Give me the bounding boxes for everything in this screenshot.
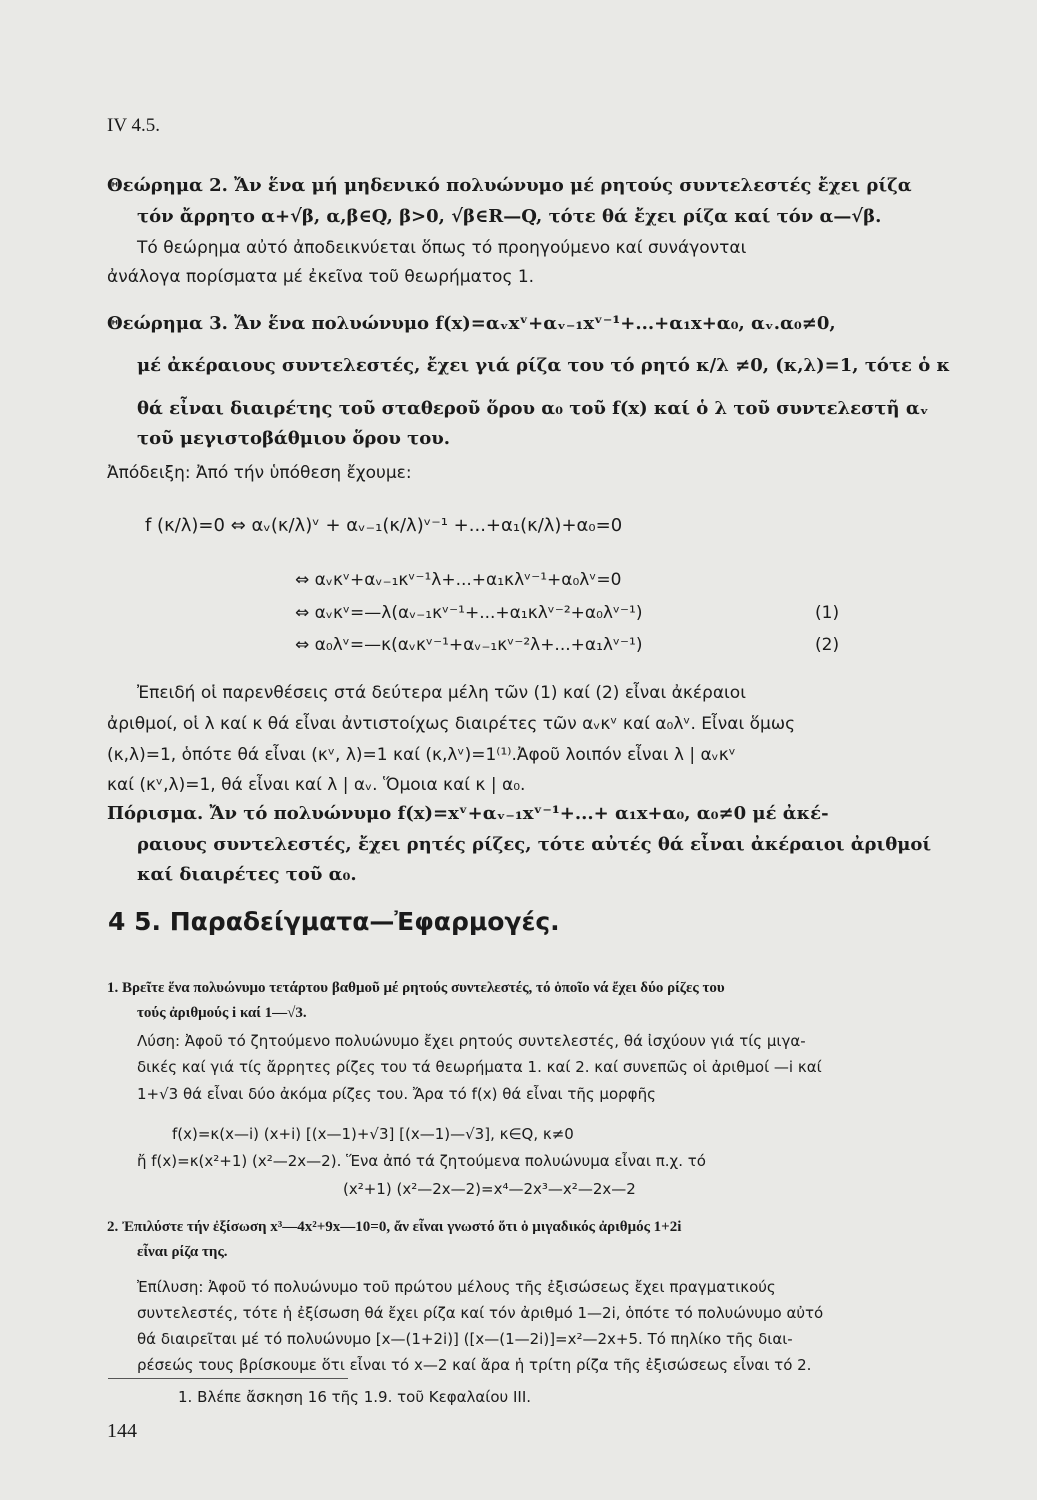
theorem2-line2: τόν ἄρρητο α+√β, α,β∈Q, β>0, √β∈R—Q, τότε θά ἔχει ρίζα καί τόν α—√β. — [137, 206, 882, 227]
running-head: IV 4.5. — [107, 115, 160, 136]
corollary-line3: καί διαιρέτες τοῦ α₀. — [137, 864, 357, 885]
example2-question-line1: 2. Ἐπιλύστε τήν ἐξίσωση x³—4x²+9x—10=0, ἄν εἶναι γνωστό ὅτι ὁ μιγαδικός ἀριθμός 1+2i — [107, 1219, 682, 1235]
theorem2-line4: ἀνάλογα πορίσματα μέ ἐκεῖνα τοῦ θεωρήματος 1. — [107, 267, 535, 287]
corollary-line1: Πόρισμα. Ἄν τό πολυώνυμο f(x)=xᵛ+αᵥ₋₁xᵛ⁻¹+...+ α₁x+α₀, α₀≠0 μέ ἀκέ- — [107, 803, 829, 824]
proof-eq4: ⇔ α₀λᵛ=—κ(αᵥκᵛ⁻¹+αᵥ₋₁κᵛ⁻²λ+...+α₁λᵛ⁻¹) — [295, 635, 643, 655]
theorem3-line1: Θεώρημα 3. Ἄν ἕνα πολυώνυμο f(x)=αᵥxᵛ+αᵥ₋₁xᵛ⁻¹+...+α₁x+α₀, αᵥ.α₀≠0, — [107, 313, 836, 334]
example1-solution-line1: Λύση: Ἀφοῦ τό ζητούμενο πολυώνυμο ἔχει ρητούς συντελεστές, θά ἰσχύουν γιά τίς μιγα- — [137, 1032, 806, 1050]
proof-para3: (κ,λ)=1, ὁπότε θά εἶναι (κᵛ, λ)=1 καί (κ,λᵛ)=1⁽¹⁾.Ἀφοῦ λοιπόν εἶναι λ | αᵥκᵛ — [107, 745, 736, 765]
footnote: 1. Βλέπε ἄσκηση 16 τῆς 1.9. τοῦ Κεφαλαίου ΙΙΙ. — [178, 1388, 532, 1406]
theorem3-line4: τοῦ μεγιστοβάθμιου ὅρου του. — [137, 428, 451, 449]
eq3-number: (1) — [815, 603, 840, 623]
example2-question-line2: εἶναι ρίζα της. — [137, 1244, 228, 1260]
example1-formula2: (x²+1) (x²—2x—2)=x⁴—2x³—x²—2x—2 — [343, 1180, 636, 1198]
example1-question-line1: 1. Βρεῖτε ἕνα πολυώνυμο τετάρτου βαθμοῦ μέ ρητούς συντελεστές, τό ὁποῖο νά ἔχει δύο ρίζες του — [107, 980, 725, 996]
example1-solution-line2: δικές καί γιά τίς ἄρρητες ρίζες του τά θεωρήματα 1. καί 2. καί συνεπῶς οἱ ἀριθμοί —i καί — [137, 1058, 822, 1076]
example2-solution-line2: συντελεστές, τότε ἡ ἐξίσωση θά ἔχει ρίζα καί τόν ἀριθμό 1—2i, ὁπότε τό πολυώνυμο αὐτό — [137, 1304, 824, 1322]
example1-formula1: f(x)=κ(x—i) (x+i) [(x—1)+√3] [(x—1)—√3], κ∈Q, κ≠0 — [172, 1125, 574, 1143]
example1-question-line2: τούς ἀριθμούς i καί 1—√3. — [137, 1005, 307, 1021]
proof-para1: Ἐπειδή οἱ παρενθέσεις στά δεύτερα μέλη τῶν (1) καί (2) εἶναι ἀκέραιοι — [137, 683, 746, 703]
proof-para4: καί (κᵛ,λ)=1, θά εἶναι καί λ | αᵥ. Ὅμοια καί κ | α₀. — [107, 775, 526, 795]
page-number: 144 — [107, 1420, 137, 1442]
corollary-line2: ραιους συντελεστές, ἔχει ρητές ρίζες, τότε αὐτές θά εἶναι ἀκέραιοι ἀριθμοί — [137, 834, 932, 855]
theorem3-line3: θά εἶναι διαιρέτης τοῦ σταθεροῦ ὅρου α₀ τοῦ f(x) καί ὁ λ τοῦ συντελεστῆ αᵥ — [137, 398, 929, 419]
proof-eq3: ⇔ αᵥκᵛ=—λ(αᵥ₋₁κᵛ⁻¹+...+α₁κλᵛ⁻²+α₀λᵛ⁻¹) — [295, 603, 643, 623]
eq4-number: (2) — [815, 635, 840, 655]
example2-solution-line3: θά διαιρεῖται μέ τό πολυώνυμο [x—(1+2i)] ([x—(1—2i)]=x²—2x+5. Τό πηλίκο τῆς διαι- — [137, 1330, 793, 1348]
example1-solution-line5: ἤ f(x)=κ(x²+1) (x²—2x—2). Ἕνα ἀπό τά ζητούμενα πολυώνυμα εἶναι π.χ. τό — [137, 1152, 706, 1170]
proof-eq1: f (κ/λ)=0 ⇔ αᵥ(κ/λ)ᵛ + αᵥ₋₁(κ/λ)ᵛ⁻¹ +...+α₁(κ/λ)+α₀=0 — [145, 515, 623, 536]
theorem2-line3: Τό θεώρημα αὐτό ἀποδεικνύεται ὅπως τό προηγούμενο καί συνάγονται — [137, 238, 747, 258]
theorem2-line1: Θεώρημα 2. Ἄν ἕνα μή μηδενικό πολυώνυμο μέ ρητούς συντελεστές ἔχει ρίζα — [107, 175, 912, 196]
section-title: 4 5. Παραδείγματα—Ἐφαρμογές. — [108, 907, 560, 936]
example2-solution-line4: ρέσεώς τους βρίσκουμε ὅτι εἶναι τό x—2 καί ἄρα ἡ τρίτη ρίζα τῆς ἐξισώσεως εἶναι τό 2. — [137, 1356, 812, 1374]
proof-intro: Ἀπόδειξη: Ἀπό τήν ὑπόθεση ἔχουμε: — [107, 463, 412, 483]
example1-solution-line3: 1+√3 θά εἶναι δύο ἀκόμα ρίζες του. Ἄρα τό f(x) θά εἶναι τῆς μορφῆς — [137, 1085, 656, 1103]
proof-para2: ἀριθμοί, οἱ λ καί κ θά εἶναι ἀντιστοίχως διαιρέτες τῶν αᵥκᵛ καί α₀λᵛ. Εἶναι ὅμως — [107, 714, 796, 734]
example2-solution-line1: Ἐπίλυση: Ἀφοῦ τό πολυώνυμο τοῦ πρώτου μέλους τῆς ἐξισώσεως ἔχει πραγματικούς — [137, 1278, 776, 1296]
footnote-rule — [108, 1378, 348, 1379]
theorem3-line2: μέ ἀκέραιους συντελεστές, ἔχει γιά ρίζα του τό ρητό κ/λ ≠0, (κ,λ)=1, τότε ὁ κ — [137, 355, 951, 376]
proof-eq2: ⇔ αᵥκᵛ+αᵥ₋₁κᵛ⁻¹λ+...+α₁κλᵛ⁻¹+α₀λᵛ=0 — [295, 570, 622, 590]
